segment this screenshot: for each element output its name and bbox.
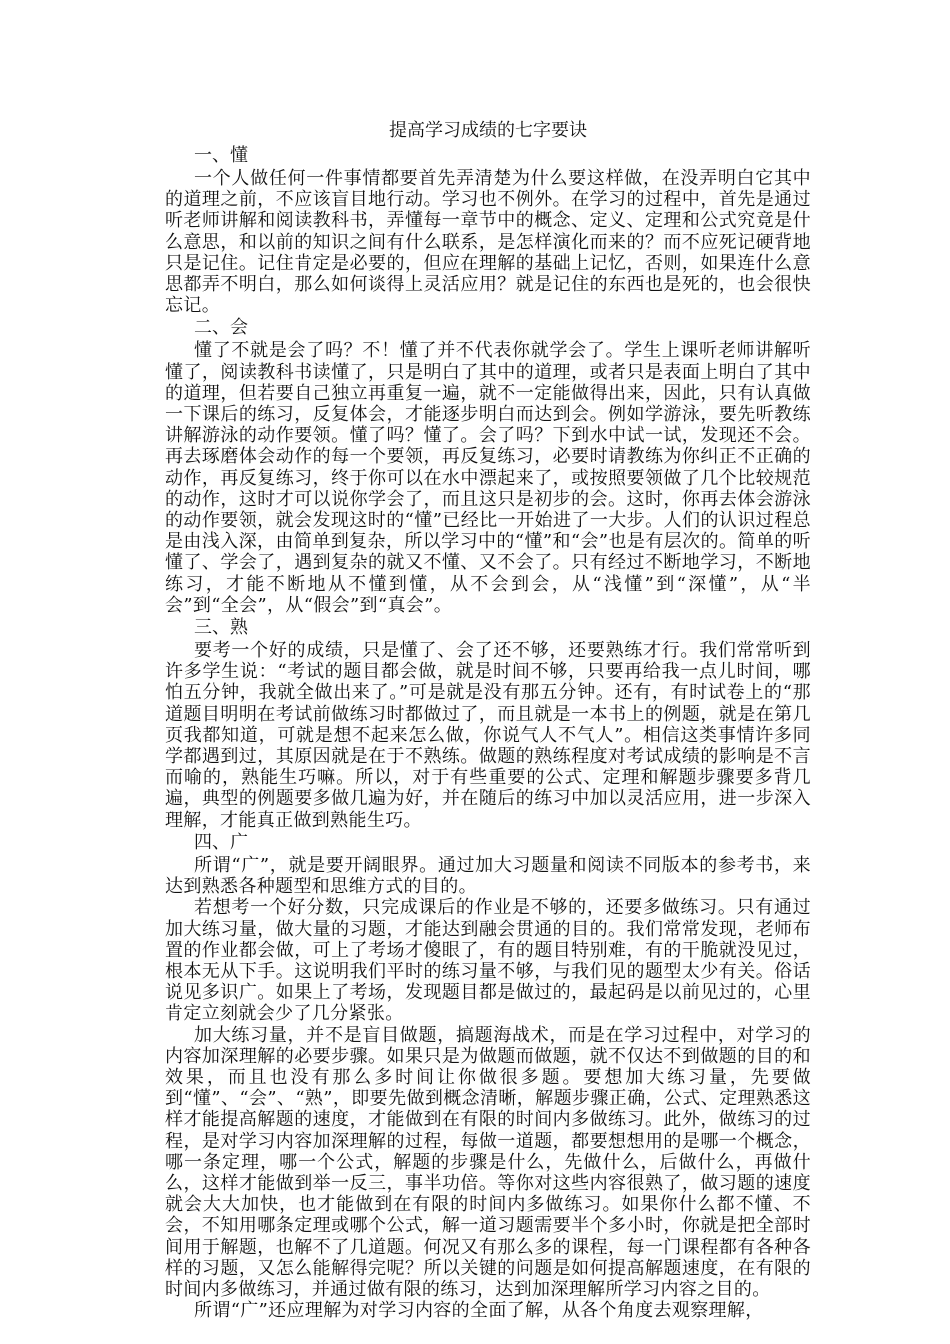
document-page — [165, 118, 811, 1321]
document-title: 提高学习成绩的七字要诀 — [389, 120, 587, 141]
section-4-paragraph-4: 所谓“广”还应理解为对学习内容的全面了解，从各个角度去观察理解， — [194, 1300, 764, 1322]
section-heading-2: 二、会 — [194, 317, 248, 339]
section-heading-3: 三、熟 — [194, 617, 248, 639]
section-4-paragraph-2: 若想考一个好分数，只完成课后的作业是不够的，还要多做练习。只有通过加大练习量，做大量的习题，才能达到融会贯通的目的。我们常常发现，老师布置的作业都会做，可上了考场才傻眼了，有的题目特别难，有的干脆就没见过，根本无从下手。这说明我们平时的练习量不够，与我们见的题型太少有关。俗话说见多识广。如果上了考场，发现题目都是做过的，最起码是以前见过的，心里肯定立刻就会少了几分紧张。 — [165, 897, 811, 1025]
section-1-paragraph-1: 一个人做任何一件事情都要首先弄清楚为什么要这样做，在没弄明白它其中的道理之前，不应该盲目地行动。学习也不例外。在学习的过程中，首先是通过听老师讲解和阅读教科书，弄懂每一章节中的概念、定义、定理和公式究竟是什么意思，和以前的知识之间有什么联系，是怎样演化而来的？而不应死记硬背地只是记住。记住肯定是必要的，但应在理解的基础上记忆，否则，如果连什么意思都弄不明白，那么如何谈得上灵活应用？就是记住的东西也是死的，也会很快忘记。 — [165, 168, 811, 317]
section-3-paragraph-1: 要考一个好的成绩，只是懂了、会了还不够，还要熟练才行。我们常常听到许多学生说：“考试的题目都会做，就是时间不够，只要再给我一点儿时间，哪怕五分钟，我就全做出来了。”可是就是没有那五分钟。还有，有时试卷上的“那道题目明明在考试前做练习时都做过了，而且就是一本书上的例题，就是在第几页我都知道，可就是想不起来怎么做，你说气人不气人”。相信这类事情许多同学都遇到过，其原因就是在于不熟练。做题的熟练程度对考试成绩的影响是不言而喻的，熟能生巧嘛。所以，对于有些重要的公式、定理和解题步骤要多背几遍，典型的例题要多做几遍为好，并在随后的练习中加以灵活应用，进一步深入理解，才能真正做到熟能生巧。 — [165, 640, 811, 831]
section-heading-1: 一、懂 — [194, 145, 248, 166]
section-4-paragraph-1: 所谓“广”，就是要开阔眼界。通过加大习题量和阅读不同版本的参考书，来达到熟悉各种题型和思维方式的目的。 — [165, 854, 811, 898]
section-4-paragraph-3: 加大练习量，并不是盲目做题，搞题海战术，而是在学习过程中，对学习的内容加深理解的必要步骤。如果只是为做题而做题，就不仅达不到做题的目的和效果，而且也没有那么多时间让你做很多题。要想加大练习量，先要做到“懂”、“会”、“熟”，即要先做到概念清晰，解题步骤正确，公式、定理熟悉这样才能提高解题的速度，才能做到在有限的时间内多做练习。此外，做练习的过程，是对学习内容加深理解的过程，每做一道题，都要想想用的是哪一个概念，哪一条定理，哪一个公式，解题的步骤是什么，先做什么，后做什么，再做什么，这样才能做到举一反三，事半功倍。等你对这些内容很熟了，做习题的速度就会大大加快，也才能做到在有限的时间内多做练习。如果你什么都不懂、不会，不知用哪条定理或哪个公式，解一道习题需要半个多小时，你就是把全部时间用于解题，也解不了几道题。何况又有那么多的课程，每一门课程都有各种各样的习题，又怎么能解得完呢？所以关键的问题是如何提高解题速度，在有限的时间内多做练习，并通过做有限的练习，达到加深理解所学习内容之目的。 — [165, 1024, 811, 1300]
section-heading-4: 四、广 — [194, 831, 248, 853]
section-2-paragraph-1: 懂了不就是会了吗？不！懂了并不代表你就学会了。学生上课听老师讲解听懂了，阅读教科书读懂了，只是明白了其中的道理，或者只是表面上明白了其中的道理，但若要自己独立再重复一遍，就不一定能做得出来，因此，只有认真做一下课后的练习，反复体会，才能逐步明白而达到会。例如学游泳，要先听教练讲解游泳的动作要领。懂了吗？懂了。会了吗？下到水中试一试，发现还不会。再去琢磨体会动作的每一个要领，再反复练习，必要时请教练为你纠正不正确的动作，再反复练习，终于你可以在水中漂起来了，或按照要领做了几个比较规范的动作，这时才可以说你学会了，而且这只是初步的会。这时，你再去体会游泳的动作要领，就会发现这时的“懂”已经比一开始进了一大步。人们的认识过程总是由浅入深，由简单到复杂，所以学习中的“懂”和“会”也是有层次的。简单的听懂了、学会了，遇到复杂的就又不懂、又不会了。只有经过不断地学习，不断地练习，才能不断地从不懂到懂，从不会到会，从“浅懂”到“深懂”，从“半会”到“全会”，从“假会”到“真会”。 — [165, 340, 811, 616]
